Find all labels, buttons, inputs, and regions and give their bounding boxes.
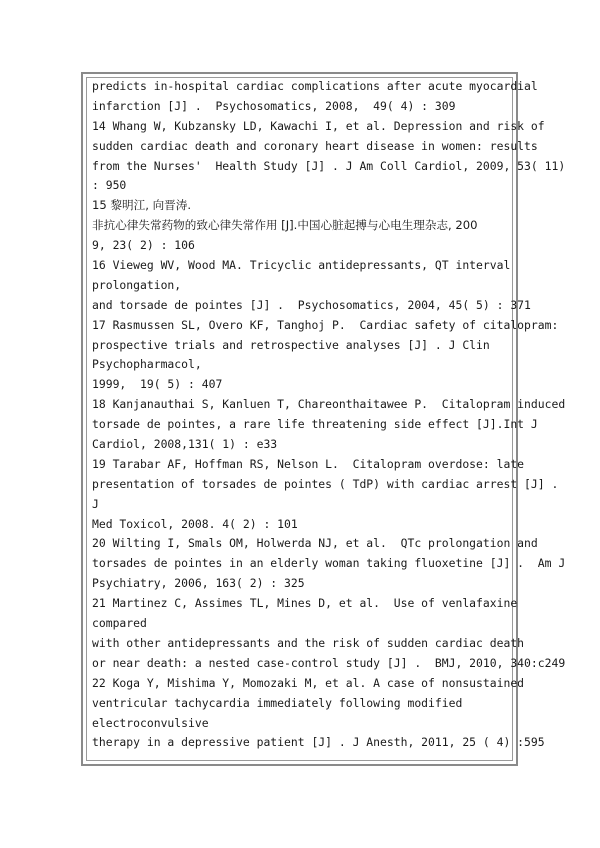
- reference-line: prospective trials and retrospective analyses [J] . J Clin: [92, 337, 490, 352]
- reference-line: sudden cardiac death and coronary heart disease in women: results: [92, 138, 538, 153]
- reference-line: Med Toxicol, 2008. 4( 2) : 101: [92, 516, 298, 531]
- reference-line: torsades de pointes in an elderly woman taking fluoxetine [J] . Am J: [92, 556, 566, 571]
- reference-line: 14 Whang W, Kubzansky LD, Kawachi I, et al. Depression and risk of: [92, 118, 545, 133]
- reference-line: with other antidepressants and the risk of sudden cardiac death: [92, 635, 525, 650]
- reference-line: 21 Martinez C, Assimes TL, Mines D, et al. Use of venlafaxine: [92, 596, 518, 611]
- reference-line: or near death: a nested case-control study [J] . BMJ, 2010, 340:c249: [92, 655, 566, 670]
- reference-line: 16 Vieweg WV, Wood MA. Tricyclic antidepressants, QT interval: [92, 258, 511, 273]
- reference-line: J: [92, 496, 99, 511]
- reference-line: 9, 23( 2) : 106: [92, 238, 195, 253]
- reference-line: 20 Wilting I, Smals OM, Holwerda NJ, et al. QTc prolongation and: [92, 536, 538, 551]
- reference-line: presentation of torsades de pointes ( TdP) with cardiac arrest [J] .: [92, 476, 559, 491]
- reference-line: prolongation,: [92, 277, 182, 292]
- reference-line: 22 Koga Y, Mishima Y, Momozaki M, et al. A case of nonsustained: [92, 675, 525, 690]
- reference-line: Psychiatry, 2006, 163( 2) : 325: [92, 576, 305, 591]
- reference-line: : 950: [92, 178, 127, 193]
- reference-line: 1999, 19( 5) : 407: [92, 377, 223, 392]
- reference-line: and torsade de pointes [J] . Psychosomatics, 2004, 45( 5) : 371: [92, 297, 531, 312]
- reference-line: Cardiol, 2008,131( 1) : e33: [92, 437, 278, 452]
- reference-line: 18 Kanjanauthai S, Kanluen T, Chareonthaitawee P. Citalopram induced: [92, 397, 566, 412]
- reference-line: 17 Rasmussen SL, Overo KF, Tanghoj P. Cardiac safety of citalopram:: [92, 317, 559, 332]
- reference-line: torsade de pointes, a rare life threatening side effect [J].Int J: [92, 417, 538, 432]
- reference-line: 15 黎明江, 向晋涛.: [92, 198, 192, 213]
- reference-line: therapy in a depressive patient [J] . J Anesth, 2011, 25 ( 4) :595: [92, 735, 545, 750]
- reference-line: 非抗心律失常药物的致心律失常作用 [J].中国心脏起搏与心电生理杂志, 200: [92, 218, 478, 233]
- reference-line: Psychopharmacol,: [92, 357, 202, 372]
- reference-line: predicts in-hospital cardiac complications after acute myocardial: [92, 79, 538, 93]
- reference-line: compared: [92, 616, 147, 631]
- reference-line: ventricular tachycardia immediately following modified: [92, 695, 463, 710]
- reference-list: [92, 77, 566, 753]
- reference-line: electroconvulsive: [92, 715, 209, 730]
- reference-line: infarction [J] . Psychosomatics, 2008, 49( 4) : 309: [92, 98, 456, 113]
- reference-line: 19 Tarabar AF, Hoffman RS, Nelson L. Citalopram overdose: late: [92, 456, 525, 471]
- reference-line: from the Nurses' Health Study [J] . J Am Coll Cardiol, 2009, 53( 11): [92, 158, 566, 173]
